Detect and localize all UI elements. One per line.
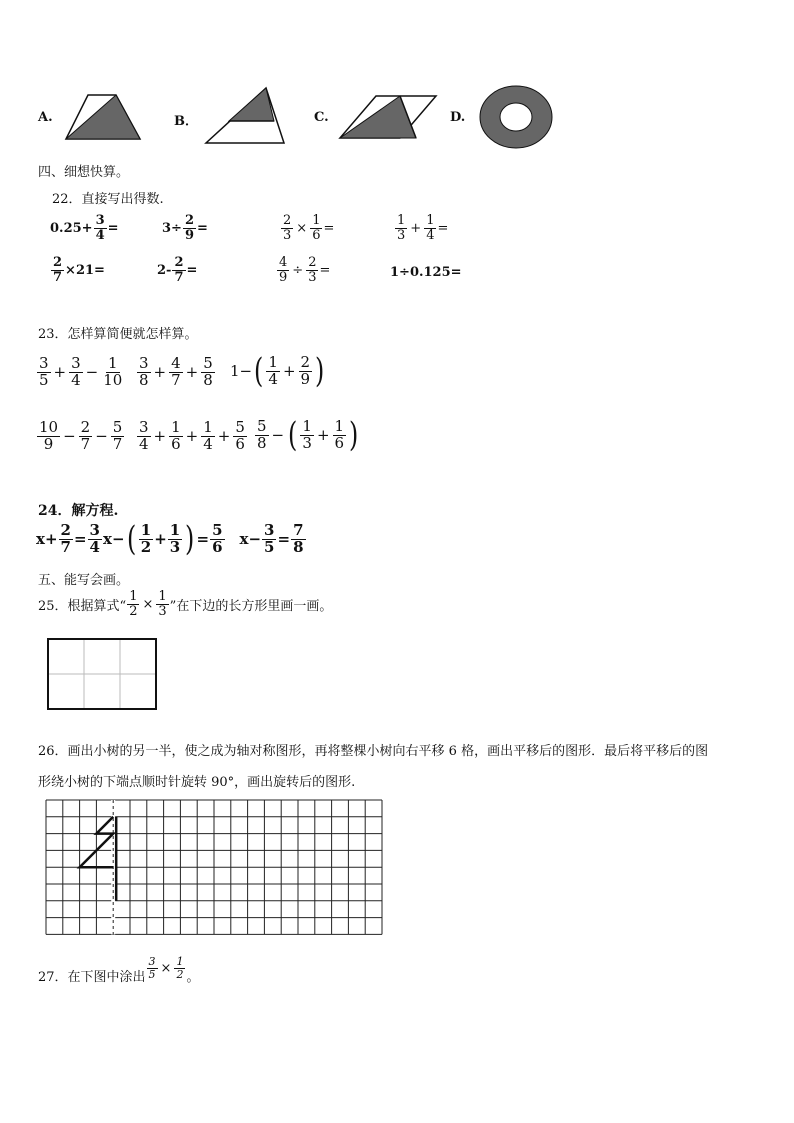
q24-equations: x + $\frac{2}{7}$ = $\frac{3}{4}$ x − ( $\frac{1}{2}$ + $\frac{1}{3}$ ) = $\frac{5}{6}$ x − $\frac{3}{5}$ = $\frac{7}{8}$ xyxy=(36,519,304,559)
option-c-figure xyxy=(338,94,440,142)
q23-expr-6: $\frac{5}{8}$ − ( $\frac{1}{3}$ + $\frac{1}{6}$ ) xyxy=(257,415,359,455)
q22-item-2: 3÷ $\frac{2}{9}$ = xyxy=(162,213,208,243)
q22-item-5: $\frac{2}{7}$ ×21= xyxy=(53,255,105,285)
option-b-figure xyxy=(204,86,288,146)
q24-title: 24．解方程. xyxy=(38,503,119,519)
q23-expr-2: $\frac{3}{8}$ + $\frac{4}{7}$ + $\frac{5}{8}$ xyxy=(139,354,213,389)
section-4-title: 四、细想快算。 xyxy=(38,165,130,180)
option-c-label: C. xyxy=(314,110,329,125)
q22-item-7: $\frac{4}{9}$ ÷ $\frac{2}{3}$ = xyxy=(279,255,331,285)
section-5-title: 五、能写会画。 xyxy=(38,573,130,588)
option-d-label: D. xyxy=(450,110,466,125)
option-a-label: A. xyxy=(38,110,53,125)
q25-rectangle[interactable] xyxy=(47,638,159,712)
q27-prompt: 27．在下图中涂出 $\frac{3}{5}$ × $\frac{1}{2}$ 。 xyxy=(38,955,200,985)
q25-prompt: 25．根据算式“ $\frac{1}{2}$ × $\frac{1}{3}$ ”在下边的长方形里画一画。 xyxy=(38,589,333,619)
q22-item-1: 0.25+ $\frac{3}{4}$ = xyxy=(50,213,119,243)
q26-line-1: 26．画出小树的另一半，使之成为轴对称图形，再将整棵小树向右平移 6 格，画出平移后的图形．最后将平移后的图 xyxy=(38,744,709,759)
q23-expr-3: 1− ( $\frac{1}{4}$ + $\frac{2}{9}$ ) xyxy=(230,351,325,391)
q22-item-8: 1÷0.125= xyxy=(390,265,462,280)
q23-expr-4: $\frac{10}{9}$ − $\frac{2}{7}$ − $\frac{5}{7}$ xyxy=(39,418,123,453)
q26-line-2: 形绕小树的下端点顺时针旋转 90°，画出旋转后的图形. xyxy=(38,775,356,790)
q23-title: 23．怎样算简便就怎样算。 xyxy=(38,327,198,342)
option-a-figure xyxy=(64,93,144,141)
q22-title: 22．直接写出得数. xyxy=(52,192,164,207)
option-b-label: B． xyxy=(174,114,198,129)
q22-item-3: $\frac{2}{3}$ × $\frac{1}{6}$ = xyxy=(283,213,335,243)
q23-expr-5: $\frac{3}{4}$ + $\frac{1}{6}$ + $\frac{1}{4}$ + $\frac{5}{6}$ xyxy=(139,418,245,453)
q22-item-6: 2- $\frac{2}{7}$ = xyxy=(157,255,198,285)
q22-item-4: $\frac{1}{3}$ + $\frac{1}{4}$ = xyxy=(397,213,449,243)
q26-grid[interactable] xyxy=(45,799,383,933)
option-d-figure xyxy=(478,84,554,150)
q23-expr-1: $\frac{3}{5}$ + $\frac{3}{4}$ − $\frac{1}{10}$ xyxy=(39,354,123,389)
